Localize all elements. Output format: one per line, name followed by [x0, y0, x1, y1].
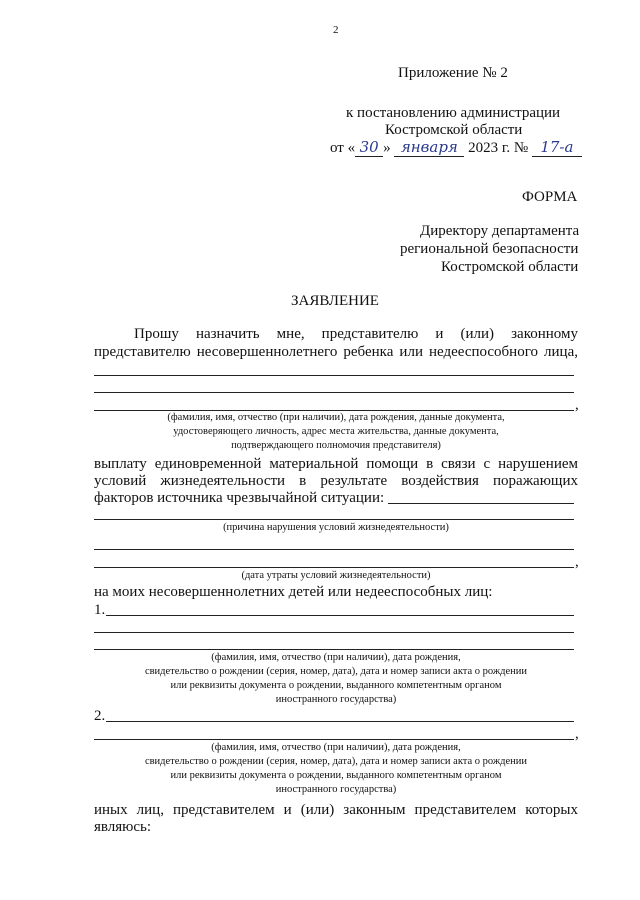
loss-date-caption: (дата утраты условий жизнедеятельности) [241, 570, 431, 581]
addressee-line-3: Костромской области [441, 259, 579, 275]
intro-line-2: представителю несовершеннолетнего ребенка или недееспособного лица, [94, 344, 578, 360]
payment-line-3: факторов источника чрезвычайной ситуации: [94, 490, 385, 506]
date-number: 17-а [532, 138, 582, 157]
reason-line [94, 519, 574, 520]
loss-date-comma: , [575, 554, 579, 570]
payment-line-1: выплату единовременной материальной помощи в связи с нарушением [94, 456, 578, 472]
child-1-line-3 [94, 649, 574, 650]
page-title: ЗАЯВЛЕНИЕ [291, 293, 379, 309]
applicant-caption-2: удостоверяющего личность, адрес места жительства, данные документа, [173, 426, 499, 437]
loss-date-line-2 [94, 567, 574, 568]
child-2-caption-1: (фамилия, имя, отчество (при наличии), дата рождения, [211, 742, 461, 753]
intro-line-1: Прошу назначить мне, представителю и (или) законному [134, 326, 578, 342]
payment-line-2: условий жизнедеятельности в результате воздействия поражающих [94, 473, 578, 489]
page-number: 2 [333, 24, 339, 36]
other-line-2: являюсь: [94, 819, 152, 835]
date-prefix: от « [330, 140, 356, 156]
child-2-line-1 [106, 721, 574, 722]
child-2-line-2 [94, 739, 574, 740]
applicant-line-2 [94, 392, 574, 393]
applicant-caption-3: подтверждающего полномочия представителя) [231, 440, 441, 451]
applicant-caption-1: (фамилия, имя, отчество (при наличии), дата рождения, данные документа, [167, 412, 505, 423]
date-day: 30 [355, 138, 383, 157]
date-month: января [394, 138, 464, 157]
child-1-caption-1: (фамилия, имя, отчество (при наличии), дата рождения, [211, 652, 461, 663]
resolution-line-1: к постановлению администрации [346, 105, 561, 121]
child-2-number: 2. [94, 708, 106, 724]
resolution-line-2: Костромской области [385, 122, 523, 138]
children-intro: на моих несовершеннолетних детей или недееспособных лиц: [94, 584, 493, 600]
reason-caption: (причина нарушения условий жизнедеятельности) [223, 522, 449, 533]
appendix-label: Приложение № 2 [398, 65, 508, 81]
child-1-line-1 [106, 615, 574, 616]
child-2-caption-2: свидетельство о рождении (серия, номер, дата), дата и номер записи акта о рождении [144, 756, 528, 767]
applicant-line-1 [94, 375, 574, 376]
child-1-number: 1. [94, 602, 106, 618]
child-1-caption-4: иностранного государства) [275, 694, 397, 705]
child-1-line-2 [94, 632, 574, 633]
child-2-caption-3: или реквизиты документа о рождении, выданного компетентным органом [170, 770, 502, 781]
date-mid: » [383, 140, 391, 156]
reason-inline-line [388, 503, 574, 504]
child-1-caption-3: или реквизиты документа о рождении, выданного компетентным органом [170, 680, 502, 691]
resolution-date-row [330, 138, 582, 157]
applicant-comma: , [575, 397, 579, 413]
child-2-comma: , [575, 726, 579, 742]
addressee-line-1: Директору департамента [420, 223, 580, 239]
form-label: ФОРМА [522, 189, 578, 205]
addressee-line-2: региональной безопасности [400, 241, 579, 257]
loss-date-line-1 [94, 549, 574, 550]
child-2-caption-4: иностранного государства) [275, 784, 397, 795]
child-1-caption-2: свидетельство о рождении (серия, номер, дата), дата и номер записи акта о рождении [144, 666, 528, 677]
date-year: 2023 г. № [468, 140, 529, 156]
other-line-1: иных лиц, представителем и (или) законным представителем которых [94, 802, 578, 818]
